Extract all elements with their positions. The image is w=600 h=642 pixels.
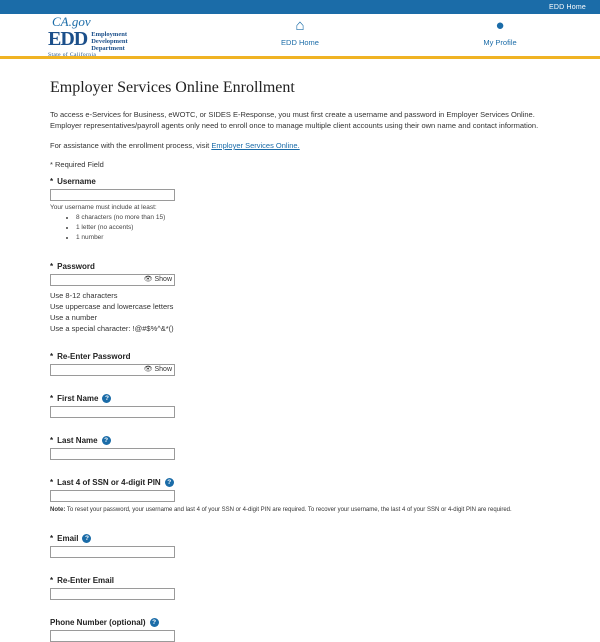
first-name-label-text: First Name: [57, 394, 99, 403]
username-required-star: *: [50, 177, 54, 186]
ssn-pin-note-text: To reset your password, your username and last 4 of your SSN or 4-digit PIN are required. To recover your username, the last 4 of your SSN or 4-digit PIN are required.: [65, 507, 512, 513]
reenter-password-label: [50, 352, 550, 361]
edd-logo-line2: Development: [91, 38, 128, 45]
help-icon[interactable]: ?: [165, 478, 174, 487]
help-icon[interactable]: ?: [102, 394, 111, 403]
password-rules-list: [50, 290, 550, 334]
page-title: Employer Services Online Enrollment: [50, 79, 295, 96]
phone-input[interactable]: [50, 630, 175, 642]
nav-item-my-profile[interactable]: [440, 18, 560, 47]
reenter-password-required-star: *: [50, 352, 54, 361]
user-icon: ●: [495, 17, 505, 34]
required-field-note: * Required Field: [50, 160, 104, 169]
reenter-password-show-label: Show: [154, 366, 172, 373]
phone-label: [50, 618, 550, 627]
ca-gov-logo[interactable]: [52, 15, 91, 28]
first-name-input[interactable]: [50, 406, 175, 418]
edd-home-top-link[interactable]: EDD Home: [549, 3, 586, 11]
last-name-input[interactable]: [50, 448, 175, 460]
email-label: [50, 534, 550, 543]
last-name-label: [50, 436, 550, 445]
edd-logo-wordmark: [91, 30, 127, 52]
username-hint: Your username must include at least:: [50, 204, 157, 211]
email-required-star: *: [50, 534, 54, 543]
edd-logo-subtitle: State of California: [48, 52, 97, 58]
ssn-pin-note: [50, 506, 520, 515]
assistance-text: For assistance with the enrollment process, visit: [50, 141, 212, 150]
nav-item-my-profile-label: My Profile: [483, 38, 517, 47]
eye-icon: 👁: [143, 276, 153, 283]
password-show-button[interactable]: [144, 275, 172, 285]
ca-gov-logo-text: CA.gov: [52, 14, 91, 29]
password-label-text: Password: [57, 262, 95, 271]
reenter-email-input[interactable]: [50, 588, 175, 600]
reenter-email-label: [50, 576, 550, 585]
first-name-required-star: *: [50, 394, 54, 403]
ssn-pin-label: [50, 478, 550, 487]
username-label-text: Username: [57, 177, 96, 186]
list-item: Use a special character: !@#$%^&*(): [50, 324, 174, 333]
username-input[interactable]: [50, 189, 175, 201]
main-content: [0, 59, 600, 642]
first-name-label: [50, 394, 550, 403]
password-show-label: Show: [154, 276, 172, 283]
ssn-pin-required-star: *: [50, 478, 54, 487]
ssn-pin-note-bold: Note:: [50, 507, 66, 513]
reenter-email-label-text: Re-Enter Email: [57, 576, 115, 585]
username-rules-list: [50, 214, 550, 241]
nav-item-edd-home[interactable]: [240, 18, 360, 47]
reenter-email-required-star: *: [50, 576, 54, 585]
reenter-password-label-text: Re-Enter Password: [57, 352, 131, 361]
password-field-wrap: [50, 274, 175, 286]
reenter-password-field-wrap: [50, 364, 175, 376]
site-header: [0, 14, 600, 59]
help-icon[interactable]: ?: [102, 436, 111, 445]
last-name-label-text: Last Name: [57, 436, 98, 445]
edd-logo-line3: Department: [91, 45, 125, 52]
employer-services-online-link[interactable]: Employer Services Online.: [211, 141, 300, 150]
list-item: • 8 characters (no more than 15): [76, 214, 550, 221]
email-input[interactable]: [50, 546, 175, 558]
reenter-password-show-button[interactable]: [144, 365, 172, 375]
ssn-pin-label-text: Last 4 of SSN or 4-digit PIN: [57, 478, 161, 487]
username-label: [50, 177, 550, 186]
list-item: Use 8-12 characters: [50, 291, 118, 300]
list-item: • 1 letter (no accents): [76, 224, 550, 231]
ssn-pin-input[interactable]: [50, 490, 175, 502]
home-icon: ⌂: [295, 17, 305, 34]
header-nav: [200, 18, 600, 47]
intro-paragraph: To access e-Services for Business, eWOTC, or SIDES E-Response, you must first create a username and password in Employer Services Online. Employer representatives/payroll agents only need to enroll once to manage multiple client accounts using their own name and contact information.: [50, 110, 539, 130]
edd-logo-line1: Employment: [91, 31, 127, 38]
list-item: • 1 number: [76, 234, 550, 241]
help-icon[interactable]: ?: [82, 534, 91, 543]
eye-icon: 👁: [143, 366, 153, 373]
email-label-text: Email: [57, 534, 79, 543]
nav-item-edd-home-label: EDD Home: [281, 38, 319, 47]
assistance-paragraph: [50, 141, 550, 150]
phone-label-text: Phone Number (optional): [50, 618, 146, 627]
edd-logo[interactable]: [48, 30, 128, 52]
password-label: [50, 262, 550, 271]
help-icon[interactable]: ?: [150, 618, 159, 627]
edd-logo-mark: EDD: [48, 28, 88, 50]
utility-topbar: [0, 0, 600, 14]
list-item: Use a number: [50, 313, 98, 322]
list-item: Use uppercase and lowercase letters: [50, 302, 174, 311]
last-name-required-star: *: [50, 436, 54, 445]
password-required-star: *: [50, 262, 54, 271]
